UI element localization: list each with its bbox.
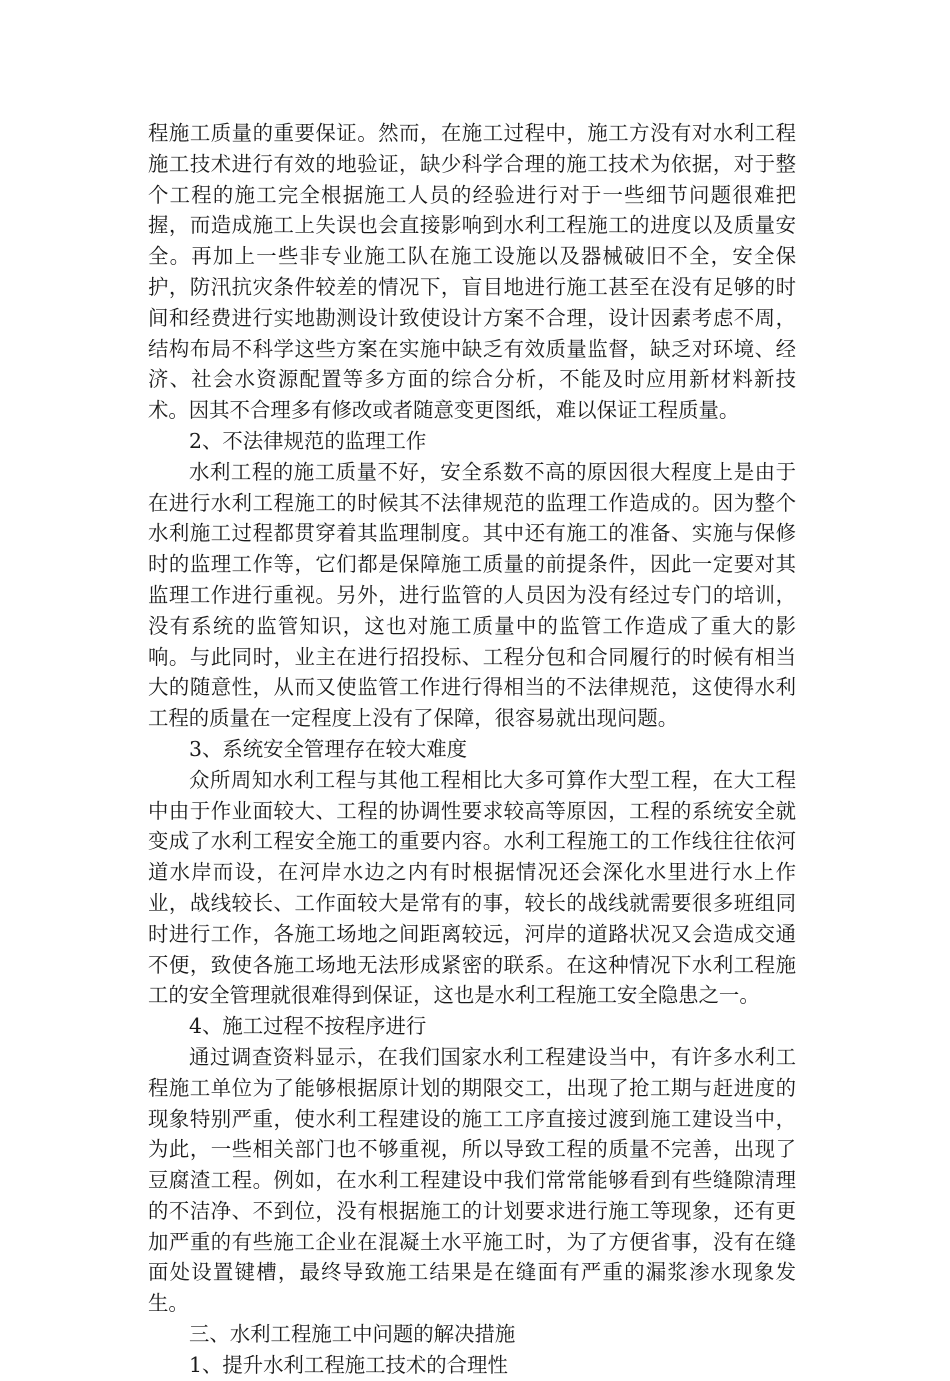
heading-procedure: 4、施工过程不按程序进行 bbox=[189, 1014, 427, 1039]
paragraph-construction-quality: 程施工质量的重要保证。然而，在施工过程中，施工方没有对水利工程施工技术进行有效的地验证，缺少科学合理的施工技术为依据，对于整个工程的施工完全根据施工人员的经验进行对于一些细节问题很难把握，而造成施工上失误也会直接影响到水利工程施工的进度以及质量安全。再加上一些非专业施工队在施工设施以及器械破旧不全，安全保护，防汛抗灾条件较差的情况下，盲目地进行施工甚至在没有足够的时间和经费进行实地勘测设计致使设计方案不合理，设计因素考虑不周，结构布局不科学这些方案在实施中缺乏有效质量监督，缺乏对环境、经济、社会水资源配置等多方面的综合分析，不能及时应用新材料新技术。因其不合理多有修改或者随意变更图纸，难以保证工程质量。 bbox=[148, 121, 796, 423]
paragraph-supervision: 水利工程的施工质量不好，安全系数不高的原因很大程度上是由于在进行水利工程施工的时候其不法律规范的监理工作造成的。因为整个水利施工过程都贯穿着其监理制度。其中还有施工的准备、实施与保修时的监理工作等，它们都是保障施工质量的前提条件，因此一定要对其监理工作进行重视。另外，进行监管的人员因为没有经过专门的培训，没有系统的监管知识，这也对施工质量中的监管工作造成了重大的影响。与此同时，业主在进行招投标、工程分包和合同履行的时候有相当大的随意性，从而又使监管工作进行得相当的不法律规范，这使得水利工程的质量在一定程度上没有了保障，很容易就出现问题。 bbox=[148, 459, 796, 731]
document-page bbox=[148, 118, 796, 1381]
paragraph-system-safety: 众所周知水利工程与其他工程相比大多可算作大型工程，在大工程中由于作业面较大、工程的协调性要求较高等原因，工程的系统安全就变成了水利工程安全施工的重要内容。水利工程施工的工作线往往依河道水岸而设，在河岸水边之内有时根据情况还会深化水里进行水上作业，战线较长、工作面较大是常有的事，较长的战线就需要很多班组同时进行工作，各施工场地之间距离较远，河岸的道路状况又会造成交通不便，致使各施工场地无法形成紧密的联系。在这种情况下水利工程施工的安全管理就很难得到保证，这也是水利工程施工安全隐患之一。 bbox=[148, 767, 796, 1008]
paragraph-procedure: 通过调查资料显示，在我们国家水利工程建设当中，有许多水利工程施工单位为了能够根据原计划的期限交工，出现了抢工期与赶进度的现象特别严重，使水利工程建设的施工工序直接过渡到施工建设当中，为此，一些相关部门也不够重视，所以导致工程的质量不完善，出现了豆腐渣工程。例如，在水利工程建设中我们常常能够看到有些缝隙清理的不洁净、不到位，没有根据施工的计划要求进行施工等现象，还有更加严重的有些施工企业在混凝土水平施工时，为了方便省事，没有在缝面处设置键槽，最终导致施工结果是在缝面有严重的漏浆渗水现象发生。 bbox=[148, 1044, 796, 1316]
heading-system-safety: 3、系统安全管理存在较大难度 bbox=[189, 736, 468, 761]
heading-technique-rationality: 1、提升水利工程施工技术的合理性 bbox=[189, 1352, 508, 1377]
heading-supervision: 2、不法律规范的监理工作 bbox=[189, 428, 427, 453]
section-heading-solutions: 三、水利工程施工中问题的解决措施 bbox=[189, 1322, 516, 1347]
